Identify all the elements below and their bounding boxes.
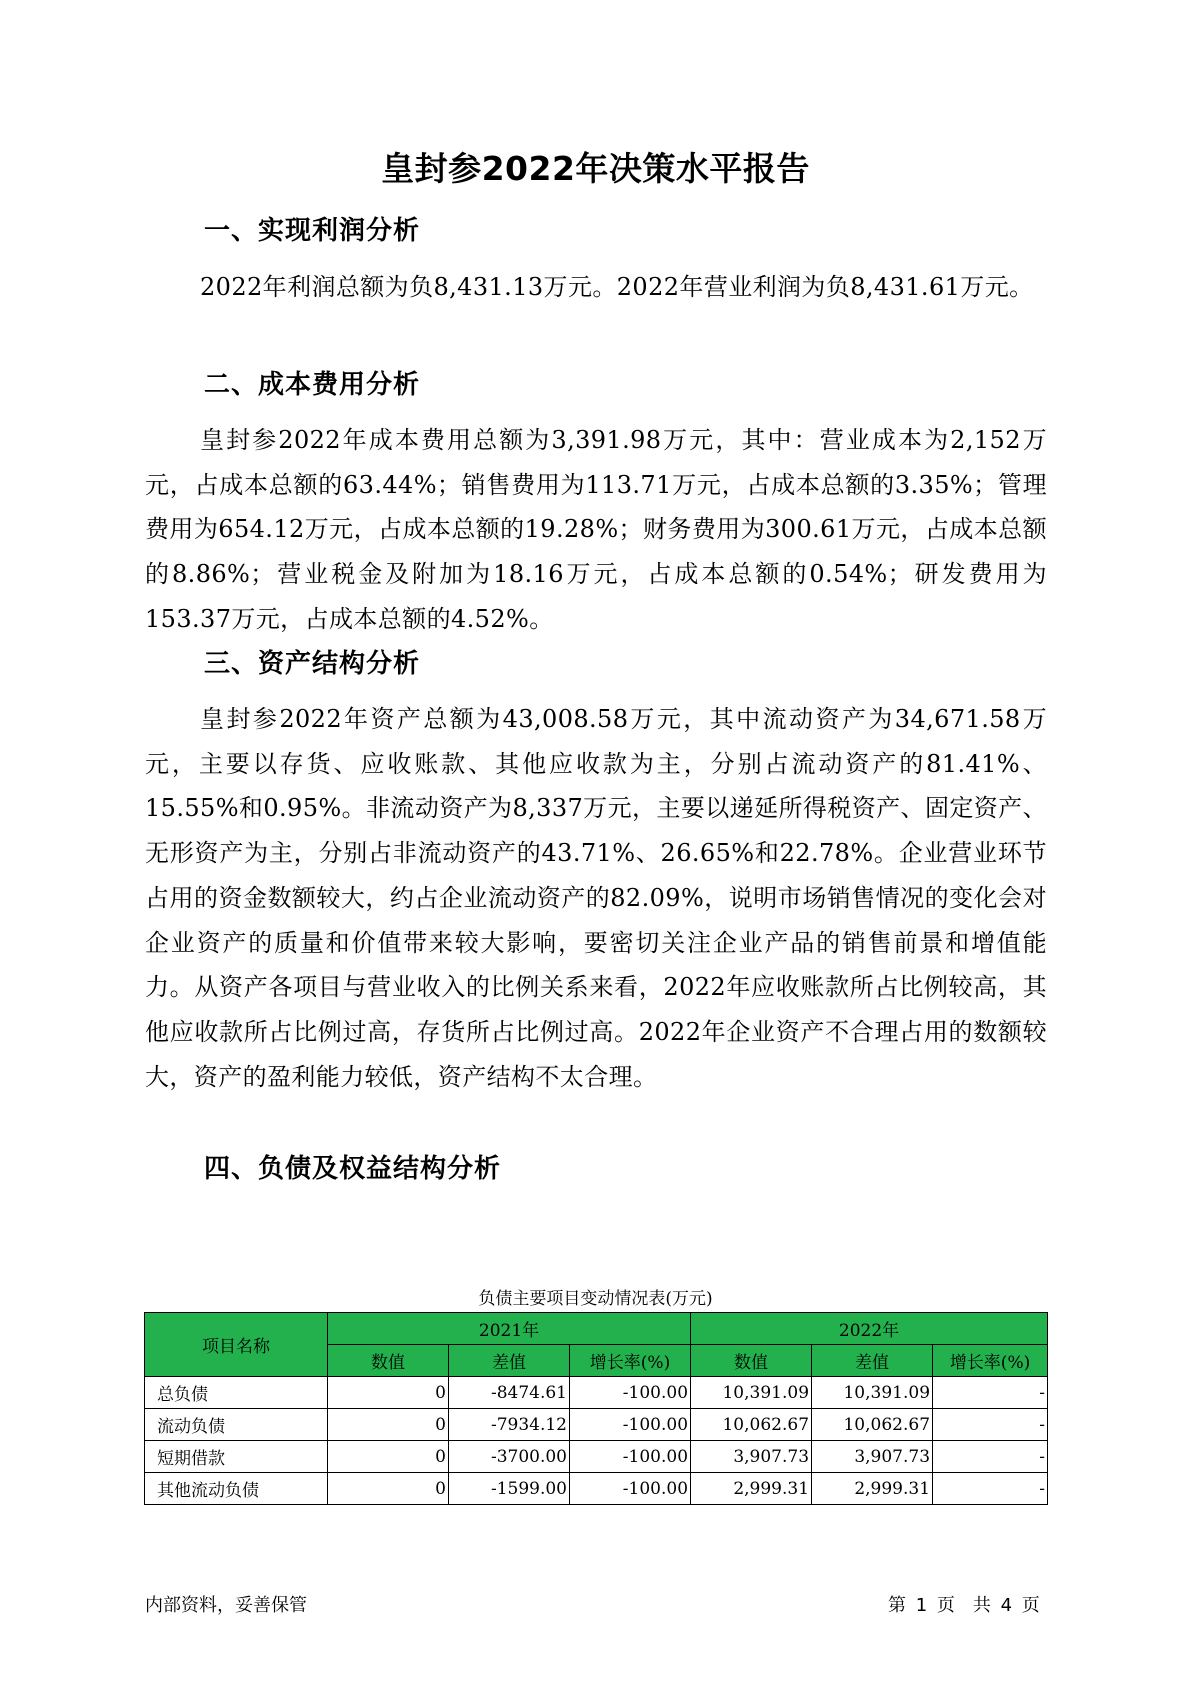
footer-confidential-note: 内部资料，妥善保管 bbox=[145, 1595, 307, 1616]
cell-value-2022: 10,062.67 bbox=[691, 1409, 812, 1441]
subheader-growth: 增长率(%) bbox=[570, 1345, 691, 1377]
table-row bbox=[145, 1409, 1048, 1441]
cell-growth-2022: - bbox=[933, 1473, 1048, 1505]
row-name: 总负债 bbox=[145, 1377, 328, 1409]
cell-diff-2022: 10,062.67 bbox=[812, 1409, 933, 1441]
header-item-name: 项目名称 bbox=[145, 1313, 328, 1377]
cell-growth-2021: -100.00 bbox=[570, 1473, 691, 1505]
cell-growth-2022: - bbox=[933, 1409, 1048, 1441]
cell-growth-2021: -100.00 bbox=[570, 1409, 691, 1441]
cell-value-2021: 0 bbox=[328, 1409, 449, 1441]
section-heading-liabilities: 四、负债及权益结构分析 bbox=[204, 1154, 502, 1184]
cell-diff-2021: -8474.61 bbox=[449, 1377, 570, 1409]
cell-diff-2022: 3,907.73 bbox=[812, 1441, 933, 1473]
cell-growth-2021: -100.00 bbox=[570, 1377, 691, 1409]
footer-page-number: 第 1 页 共 4 页 bbox=[888, 1595, 1040, 1616]
row-name: 流动负债 bbox=[145, 1409, 328, 1441]
cell-value-2022: 3,907.73 bbox=[691, 1441, 812, 1473]
table-caption: 负债主要项目变动情况表(万元) bbox=[478, 1289, 713, 1309]
subheader-value: 数值 bbox=[328, 1345, 449, 1377]
cell-growth-2022: - bbox=[933, 1377, 1048, 1409]
cell-diff-2021: -1599.00 bbox=[449, 1473, 570, 1505]
section-heading-cost: 二、成本费用分析 bbox=[204, 370, 421, 400]
liabilities-table bbox=[144, 1312, 1048, 1505]
table-row bbox=[145, 1377, 1048, 1409]
row-name: 其他流动负债 bbox=[145, 1473, 328, 1505]
cell-diff-2022: 10,391.09 bbox=[812, 1377, 933, 1409]
section-paragraph-cost: 皇封参2022年成本费用总额为3,391.98万元，其中：营业成本为2,152万元，占成本总额的63.44%；销售费用为113.71万元，占成本总额的3.35%；管理费用为654.12万元，占成本总额的19.28%；财务费用为300.61万元，占成本总额的8.86%；营业税金及附加为18.16万元，占成本总额的0.54%；研发费用为153.37万元，占成本总额的4.52%。 bbox=[145, 426, 1047, 633]
header-year-2022: 2022年 bbox=[691, 1313, 1048, 1345]
cell-growth-2022: - bbox=[933, 1441, 1048, 1473]
cell-growth-2021: -100.00 bbox=[570, 1441, 691, 1473]
cell-value-2022: 10,391.09 bbox=[691, 1377, 812, 1409]
table-row bbox=[145, 1441, 1048, 1473]
cell-value-2022: 2,999.31 bbox=[691, 1473, 812, 1505]
subheader-value: 数值 bbox=[691, 1345, 812, 1377]
cell-diff-2022: 2,999.31 bbox=[812, 1473, 933, 1505]
document-title: 皇封参2022年决策水平报告 bbox=[381, 149, 810, 188]
cell-value-2021: 0 bbox=[328, 1441, 449, 1473]
section-heading-assets: 三、资产结构分析 bbox=[204, 649, 421, 679]
section-paragraph-profit: 2022年利润总额为负8,431.13万元。2022年营业利润为负8,431.61万元。 bbox=[200, 273, 1034, 301]
cell-value-2021: 0 bbox=[328, 1377, 449, 1409]
table-row bbox=[145, 1473, 1048, 1505]
row-name: 短期借款 bbox=[145, 1441, 328, 1473]
cell-diff-2021: -7934.12 bbox=[449, 1409, 570, 1441]
subheader-growth: 增长率(%) bbox=[933, 1345, 1048, 1377]
section-paragraph-assets: 皇封参2022年资产总额为43,008.58万元，其中流动资产为34,671.58万元，主要以存货、应收账款、其他应收款为主，分别占流动资产的81.41%、15.55%和0.95%。非流动资产为8,337万元，主要以递延所得税资产、固定资产、无形资产为主，分别占非流动资产的43.71%、26.65%和22.78%。企业营业环节占用的资金数额较大，约占企业流动资产的82.09%，说明市场销售情况的变化会对企业资产的质量和价值带来较大影响，要密切关注企业产品的销售前景和增值能力。从资产各项目与营业收入的比例关系来看，2022年应收账款所占比例较高，其他应收款所占比例过高，存货所占比例过高。2022年企业资产不合理占用的数额较大，资产的盈利能力较低，资产结构不太合理。 bbox=[145, 705, 1047, 1091]
subheader-diff: 差值 bbox=[449, 1345, 570, 1377]
table-header-row bbox=[145, 1313, 1048, 1345]
subheader-diff: 差值 bbox=[812, 1345, 933, 1377]
cell-value-2021: 0 bbox=[328, 1473, 449, 1505]
section-heading-profit: 一、实现利润分析 bbox=[204, 216, 421, 246]
cell-diff-2021: -3700.00 bbox=[449, 1441, 570, 1473]
header-year-2021: 2021年 bbox=[328, 1313, 691, 1345]
